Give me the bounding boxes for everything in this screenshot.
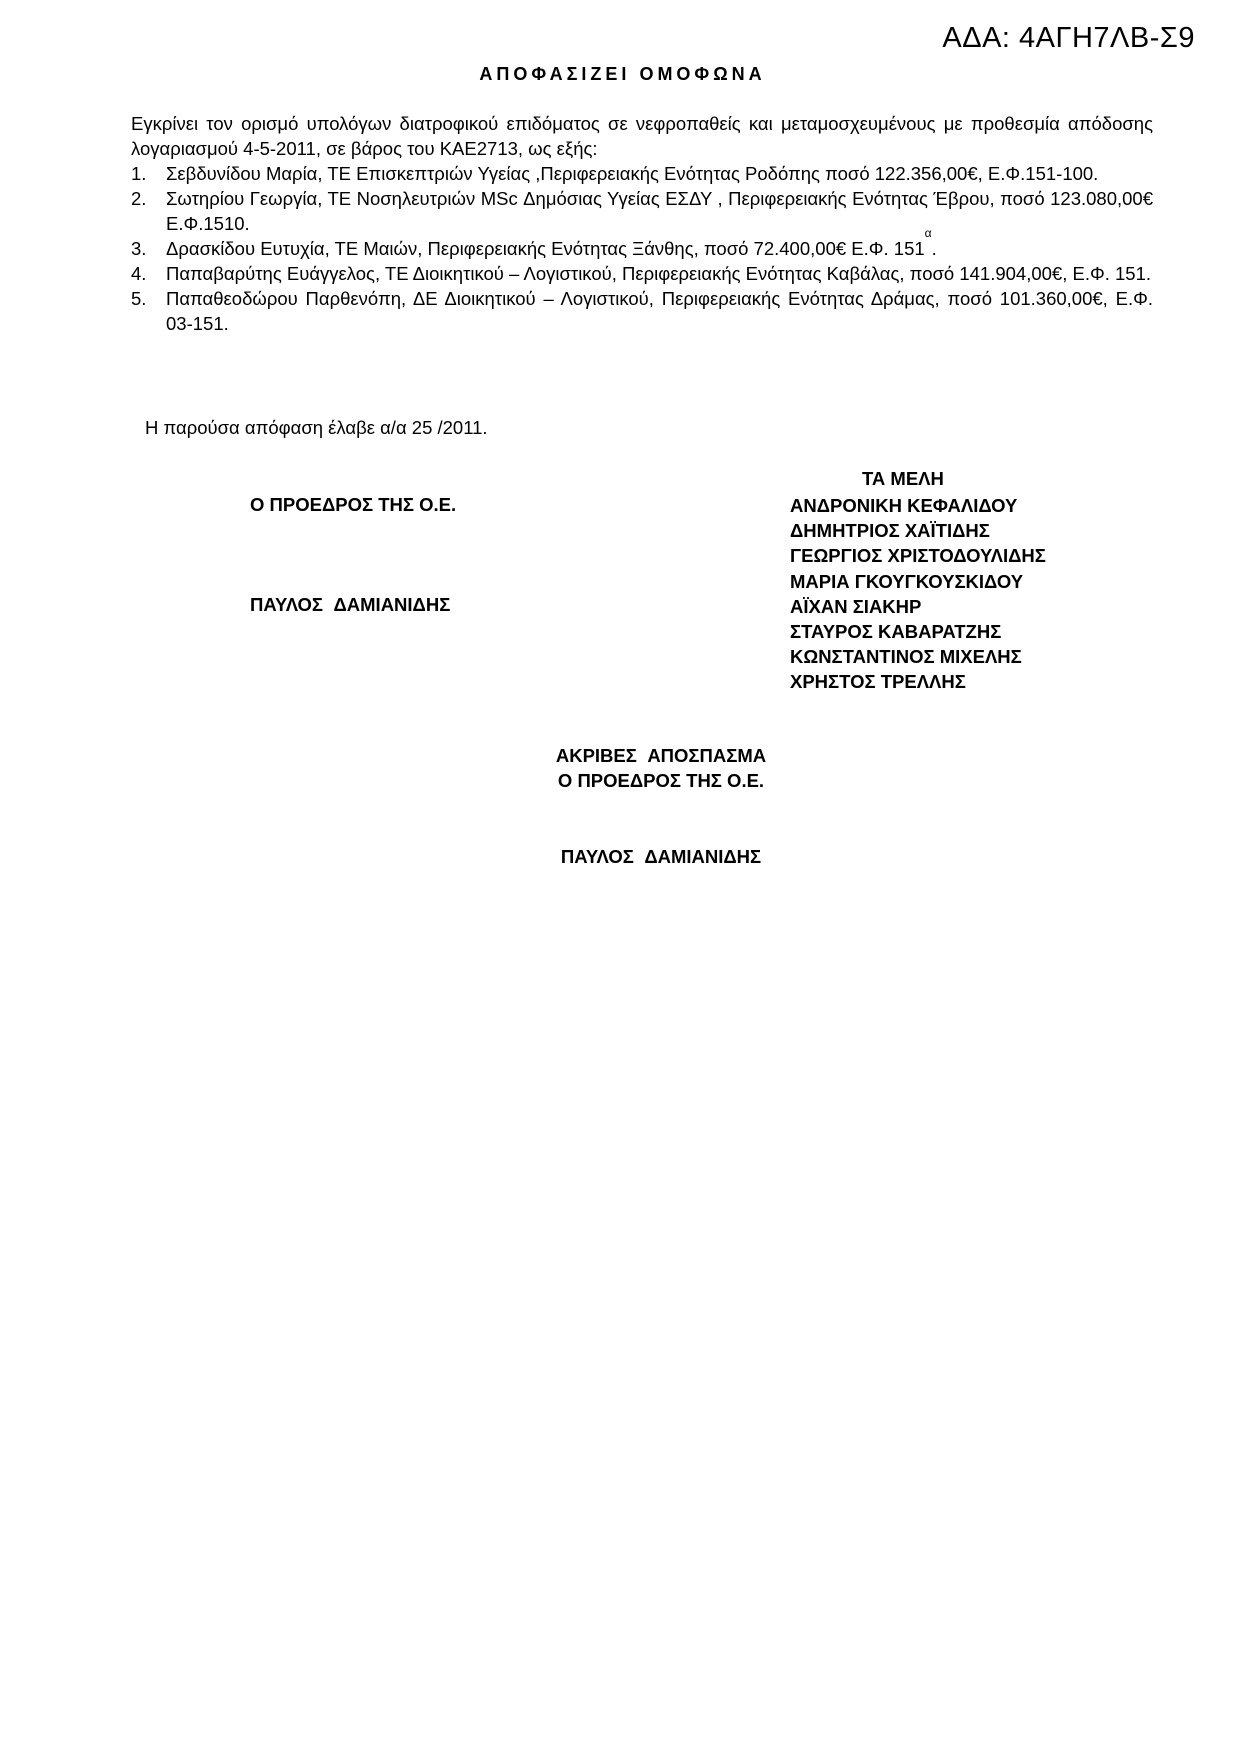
excerpt-title: ΑΚΡΙΒΕΣ ΑΠΟΣΠΑΣΜΑ: [555, 745, 767, 766]
excerpt-president-name: ΠΑΥΛΟΣ ΔΑΜΙΑΝΙΔΗΣ: [560, 846, 762, 867]
appointee-list: [131, 161, 1153, 336]
excerpt-president-label: Ο ΠΡΟΕΔΡΟΣ ΤΗΣ Ο.Ε.: [557, 770, 765, 791]
decision-heading: ΑΠΟΦΑΣΙΖΕΙ ΟΜΟΦΩΝΑ: [479, 64, 766, 84]
members-list: [790, 493, 1046, 695]
list-item: [131, 286, 1153, 336]
item-text: Δρασκίδου Ευτυχία, ΤΕ Μαιών, Περιφερειακής Ενότητας Ξάνθης, ποσό 72.400,00€ Ε.Φ. 151: [166, 238, 925, 259]
member-name: ΔΗΜΗΤΡΙΟΣ ΧΑΪΤΙΔΗΣ: [790, 520, 990, 542]
item-tail: .: [931, 238, 937, 259]
member-name: ΓΕΩΡΓΙΟΣ ΧΡΙΣΤΟΔΟΥΛΙΔΗΣ: [790, 545, 1046, 567]
list-item: [131, 261, 1153, 286]
item-number: 4.: [131, 263, 147, 284]
decision-number-note: Η παρούσα απόφαση έλαβε α/α 25 /2011.: [145, 417, 488, 438]
member-name: ΑΝΔΡΟΝΙΚΗ ΚΕΦΑΛΙΔΟΥ: [790, 495, 1018, 516]
item-superscript: α: [924, 226, 932, 240]
item-number: 3.: [131, 238, 147, 259]
item-text: Παπαθεοδώρου Παρθενόπη, ΔΕ Διοικητικού – Λογιστικού, Περιφερειακής Ενότητας Δράμας, ποσό 101.360,00€, Ε.Φ. 03-151.: [166, 288, 1153, 334]
president-label: Ο ΠΡΟΕΔΡΟΣ ΤΗΣ Ο.Ε.: [250, 494, 457, 515]
item-number: 2.: [131, 188, 147, 209]
member-name: ΜΑΡΙΑ ΓΚΟΥΓΚΟΥΣΚΙΔΟΥ: [790, 570, 1024, 592]
item-number: 1.: [131, 163, 147, 184]
member-name: ΚΩΝΣΤΑΝΤΙΝΟΣ ΜΙΧΕΛΗΣ: [790, 646, 1022, 668]
list-item: [131, 186, 1153, 236]
item-text: Σεβδυνίδου Μαρία, ΤΕ Επισκεπτριών Υγείας ,Περιφερειακής Ενότητας Ροδόπης ποσό 122.356,00€, Ε.Φ.151-100.: [166, 163, 1099, 184]
member-name: ΣΤΑΥΡΟΣ ΚΑΒΑΡΑΤΖΗΣ: [790, 621, 1002, 643]
president-name: ΠΑΥΛΟΣ ΔΑΜΙΑΝΙΔΗΣ: [250, 594, 451, 615]
item-text: Σωτηρίου Γεωργία, ΤΕ Νοσηλευτριών MSc Δημόσιας Υγείας ΕΣΔΥ , Περιφερειακής Ενότητας Έβρου, ποσό 123.080,00€ Ε.Φ.1510.: [166, 188, 1153, 234]
members-title: ΤΑ ΜΕΛΗ: [862, 468, 944, 489]
ada-code: ΑΔΑ: 4ΑΓΗ7ΛΒ-Σ9: [942, 22, 1195, 54]
list-item: [131, 161, 1153, 186]
decision-intro: Εγκρίνει τον ορισμό υπολόγων διατροφικού επιδόματος σε νεφροπαθείς και μεταμοσχευμένους με προθεσμία απόδοσης λογαριασμού 4-5-2011, σε βάρος του ΚΑΕ2713, ως εξής:: [131, 113, 1153, 159]
item-text: Παπαβαρύτης Ευάγγελος, ΤΕ Διοικητικού – Λογιστικού, Περιφερειακής Ενότητας Καβάλας, ποσό 141.904,00€, Ε.Φ. 151.: [166, 263, 1152, 284]
member-name: ΑΪΧΑΝ ΣΙΑΚΗΡ: [790, 595, 922, 617]
decision-body: [131, 111, 1153, 336]
list-item: [131, 226, 1153, 261]
member-name: ΧΡΗΣΤΟΣ ΤΡΕΛΛΗΣ: [790, 671, 966, 693]
item-number: 5.: [131, 288, 147, 309]
